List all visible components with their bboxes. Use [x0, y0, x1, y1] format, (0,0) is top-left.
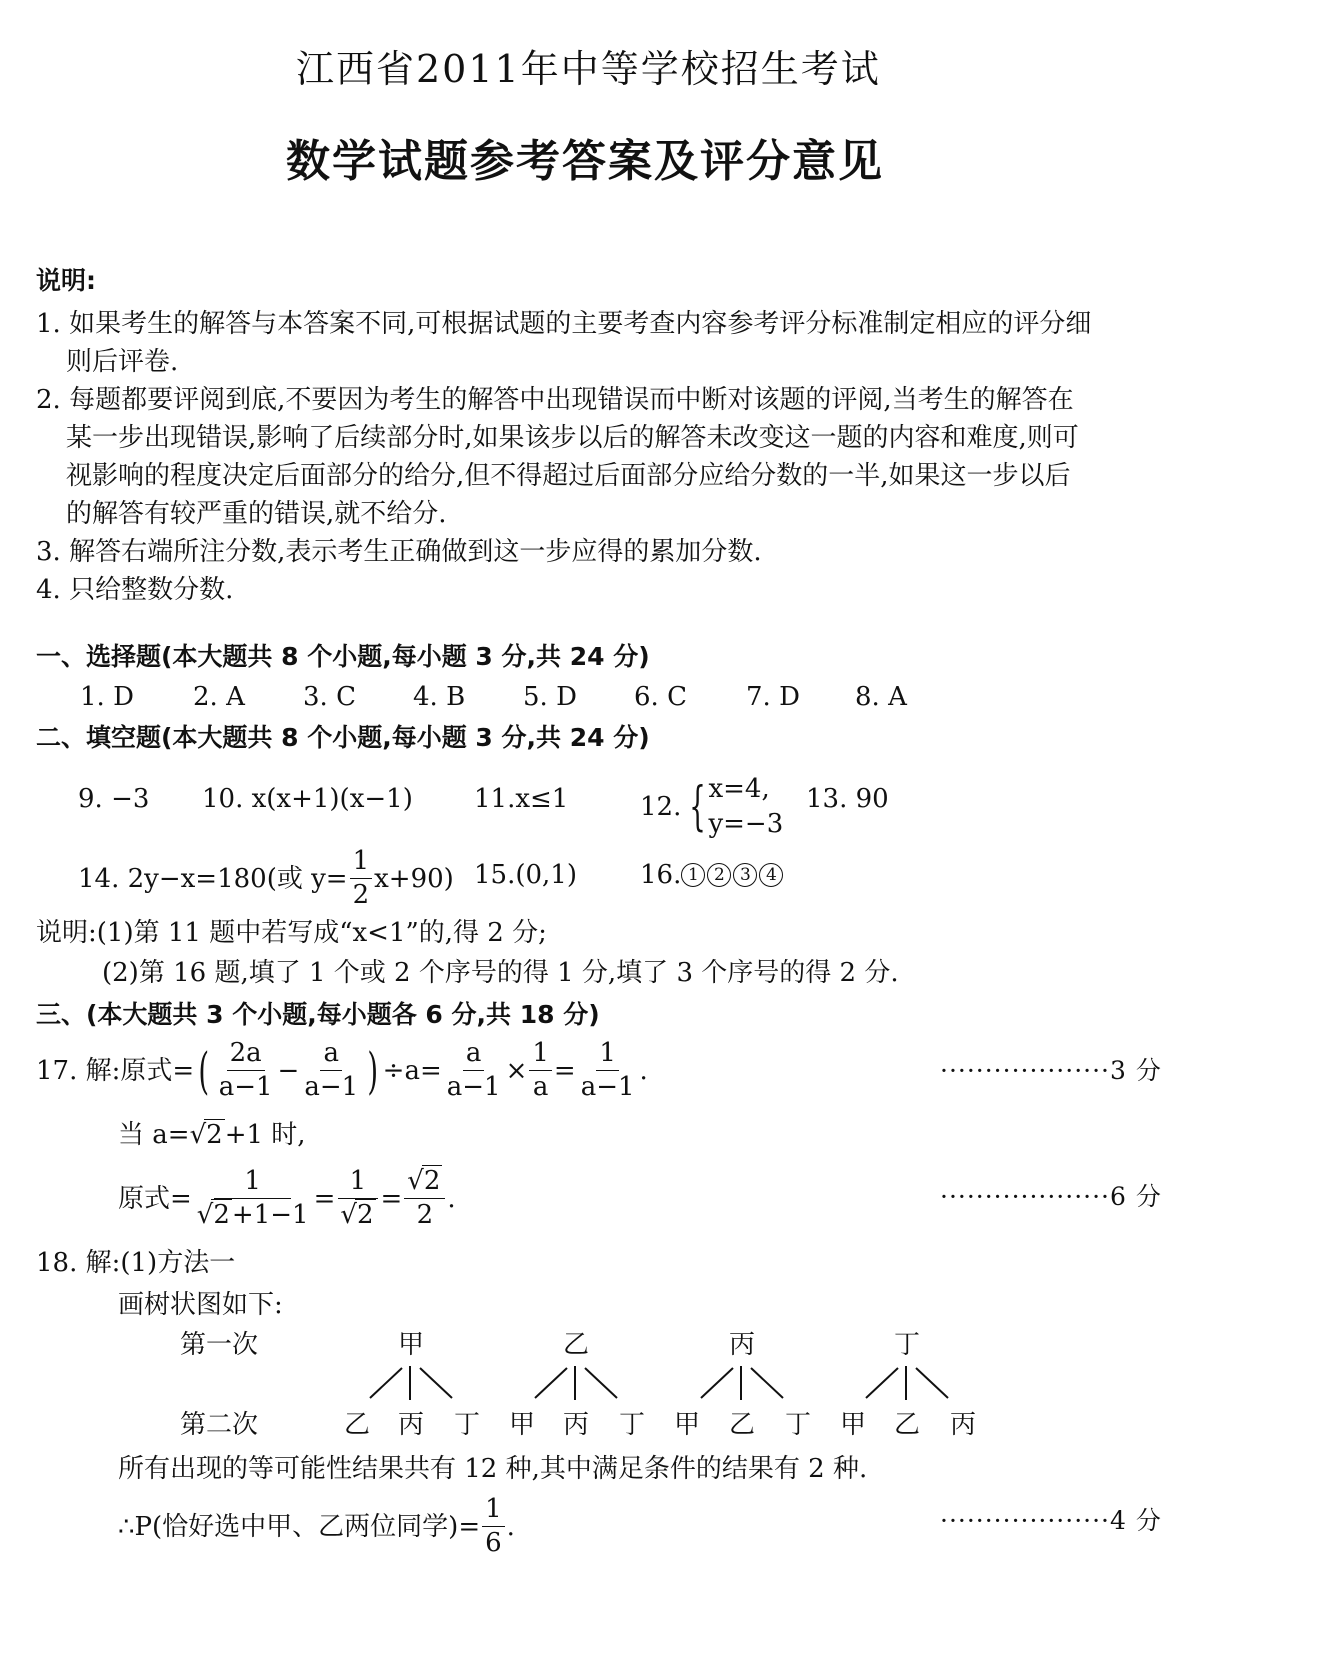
q18-probability [118, 1496, 515, 1558]
section2-note1: 说明:(1)第 11 题中若写成“x<1”的,得 2 分; [36, 918, 547, 948]
numerator: 1 [214, 1168, 291, 1199]
tree-second-node: 乙 [729, 1410, 756, 1440]
section1-heading: 一、选择题(本大题共 8 个小题,每小题 3 分,共 24 分) [36, 642, 650, 671]
tree-branch [701, 1368, 733, 1398]
sqrt-radicand: 2 [206, 1120, 223, 1150]
tree-second-node: 甲 [509, 1410, 536, 1440]
note-item: 则后评卷. [66, 347, 179, 377]
fraction [216, 1040, 276, 1102]
q18-score: ···················4 分 [940, 1506, 1162, 1535]
note-item: 1. 如果考生的解答与本答案不同,可根据试题的主要考查内容参考评分标准制定相应的评分细 [36, 309, 1092, 339]
q17-when-post: +1 时, [224, 1120, 306, 1150]
tree-second-node: 丁 [454, 1410, 481, 1440]
note-item: 视影响的程度决定后面部分的给分,但不得超过后面部分应给分数的一半,如果这一步以后 [66, 461, 1071, 491]
q17-score1: ···················3 分 [940, 1056, 1162, 1085]
denominator: a [532, 1072, 549, 1103]
denominator: 6 [485, 1528, 502, 1559]
sqrt-radicand: 2 [423, 1166, 441, 1196]
tree-branch [916, 1368, 948, 1398]
fraction [482, 1496, 505, 1558]
q17-score2: ···················6 分 [940, 1182, 1162, 1211]
q17-line3-prefix: 原式= [118, 1183, 192, 1214]
note-item: 3. 解答右端所注分数,表示考生正确做到这一步应得的累加分数. [36, 537, 762, 567]
fraction [350, 848, 373, 910]
numerator: 1 [350, 848, 373, 879]
fill-q12-label: 12. [640, 792, 682, 823]
tree-second-node: 甲 [674, 1410, 701, 1440]
tree-branch [535, 1368, 567, 1398]
tree-second-label: 第二次 [180, 1410, 259, 1440]
tree-second-node: 乙 [344, 1410, 371, 1440]
tree-branch [420, 1368, 452, 1398]
denominator-rest: +1−1 [231, 1200, 309, 1231]
page-subtitle: 数学试题参考答案及评分意见 [286, 136, 884, 187]
fraction [194, 1168, 312, 1230]
choice-answer: 4. B [413, 682, 466, 712]
fraction [578, 1040, 638, 1102]
choice-answer: 7. D [746, 682, 800, 712]
fill-q13: 13. 90 [806, 784, 889, 814]
period: . [639, 1055, 648, 1086]
q17-prefix: 17. 解:原式= [36, 1055, 195, 1086]
numerator: 1 [482, 1496, 505, 1527]
brace-icon: { [689, 777, 707, 838]
q17-when [118, 1122, 306, 1148]
section3-heading: 三、(本大题共 3 个小题,每小题各 6 分,共 18 分) [36, 1000, 600, 1029]
q17-when-pre: 当 a= [118, 1120, 190, 1150]
sqrt-radicand: 2 [356, 1200, 374, 1231]
tree-second-node: 丙 [563, 1410, 590, 1440]
denominator: a−1 [446, 1072, 501, 1103]
sqrt-icon: √ [340, 1200, 357, 1231]
fraction [301, 1040, 361, 1102]
equals-sign: = [380, 1183, 403, 1214]
tree-second-node: 丁 [619, 1410, 646, 1440]
fill-q14-post: x+90) [374, 863, 454, 894]
note-item: 2. 每题都要评阅到底,不要因为考生的解答中出现错误而中断对该题的评阅,当考生的解答在 [36, 385, 1074, 415]
fill-q11: 11.x≤1 [474, 784, 569, 814]
times-sign: × [505, 1055, 528, 1086]
denominator [337, 1199, 378, 1229]
note-item: 4. 只给整数分数. [36, 575, 234, 605]
page-title: 江西省2011年中等学校招生考试 [296, 47, 881, 91]
denominator: a−1 [218, 1072, 273, 1103]
period: . [447, 1183, 456, 1214]
numerator: 1 [529, 1040, 552, 1071]
period: . [506, 1511, 515, 1542]
fill-q14-pre: 14. 2y−x=180(或 y= [78, 863, 348, 894]
fill-q12 [640, 772, 783, 842]
circled-number: 3 [733, 863, 757, 887]
sqrt-icon: √ [189, 1120, 207, 1150]
numerator: a [320, 1040, 342, 1071]
q18-prob-pre: ∴P(恰好选中甲、乙两位同学)= [118, 1511, 481, 1542]
sqrt-radicand: 2 [213, 1200, 230, 1231]
tree-branch [751, 1368, 783, 1398]
equals-sign: = [553, 1055, 576, 1086]
fill-q16 [640, 862, 785, 888]
tree-second-node: 丙 [950, 1410, 977, 1440]
q17-line1 [36, 1040, 648, 1102]
fraction [444, 1040, 504, 1102]
tree-second-node: 甲 [840, 1410, 867, 1440]
tree-second-node: 乙 [894, 1410, 921, 1440]
tree-branch [866, 1368, 898, 1398]
tree-first-node: 丙 [729, 1330, 756, 1360]
equals-sign: = [313, 1183, 336, 1214]
equation-line: y=−3 [708, 809, 784, 840]
tree-branch [585, 1368, 617, 1398]
note-item: 某一步出现错误,影响了后续部分时,如果该步以后的解答未改变这一题的内容和难度,则可 [66, 423, 1079, 453]
q18-line2: 画树状图如下: [118, 1290, 283, 1320]
q18-result: 所有出现的等可能性结果共有 12 种,其中满足条件的结果有 2 种. [118, 1454, 868, 1484]
numerator: 2a [227, 1040, 265, 1071]
tree-branch [370, 1368, 402, 1398]
circled-number: 2 [707, 863, 731, 887]
q17-line3 [118, 1168, 456, 1230]
fill-q16-label: 16. [640, 860, 682, 890]
fill-q15: 15.(0,1) [474, 860, 577, 890]
section2-note2: (2)第 16 题,填了 1 个或 2 个序号的得 1 分,填了 3 个序号的得 2 分. [102, 958, 899, 988]
fraction [529, 1040, 552, 1102]
right-paren: ) [367, 1041, 379, 1100]
choice-answer: 2. A [193, 682, 245, 712]
choice-answer: 5. D [523, 682, 577, 712]
choice-answer: 8. A [855, 682, 907, 712]
tree-second-node: 丁 [785, 1410, 812, 1440]
tree-second-node: 丙 [398, 1410, 425, 1440]
choice-answer: 1. D [80, 682, 134, 712]
fraction [404, 1168, 445, 1230]
numerator: 1 [338, 1168, 379, 1199]
choice-answers [80, 684, 907, 710]
sqrt-icon: √ [196, 1200, 214, 1231]
fill-q14 [78, 848, 454, 910]
q18-line1: 18. 解:(1)方法一 [36, 1248, 236, 1278]
fraction [337, 1168, 378, 1230]
denominator: a−1 [580, 1072, 635, 1103]
numerator: a [463, 1040, 485, 1071]
choice-answer: 6. C [634, 682, 687, 712]
note-item: 的解答有较严重的错误,就不给分. [66, 499, 447, 529]
numerator: 1 [596, 1040, 619, 1071]
fill-q9: 9. −3 [78, 784, 150, 814]
choice-answer: 3. C [303, 682, 356, 712]
tree-first-node: 乙 [563, 1330, 590, 1360]
denominator: 2 [416, 1200, 434, 1231]
numerator [404, 1168, 445, 1199]
denominator: 2 [352, 880, 370, 911]
notes-heading: 说明: [36, 266, 96, 295]
circled-number: 1 [681, 863, 705, 887]
left-paren: ( [198, 1041, 210, 1100]
section2-heading: 二、填空题(本大题共 8 个小题,每小题 3 分,共 24 分) [36, 723, 650, 752]
sqrt-icon: √ [407, 1166, 424, 1196]
tree-first-label: 第一次 [180, 1330, 259, 1360]
notes-list [36, 305, 1166, 609]
denominator: a−1 [304, 1072, 359, 1103]
tree-first-node: 丁 [894, 1330, 921, 1360]
q17-div: ÷a= [382, 1055, 442, 1086]
equation-system [708, 772, 783, 842]
minus-sign: − [277, 1055, 300, 1086]
denominator [194, 1199, 312, 1229]
tree-first-node: 甲 [398, 1330, 425, 1360]
fill-q10: 10. x(x+1)(x−1) [202, 784, 413, 814]
equation-line: x=4, [708, 774, 770, 804]
circled-number: 4 [759, 863, 783, 887]
